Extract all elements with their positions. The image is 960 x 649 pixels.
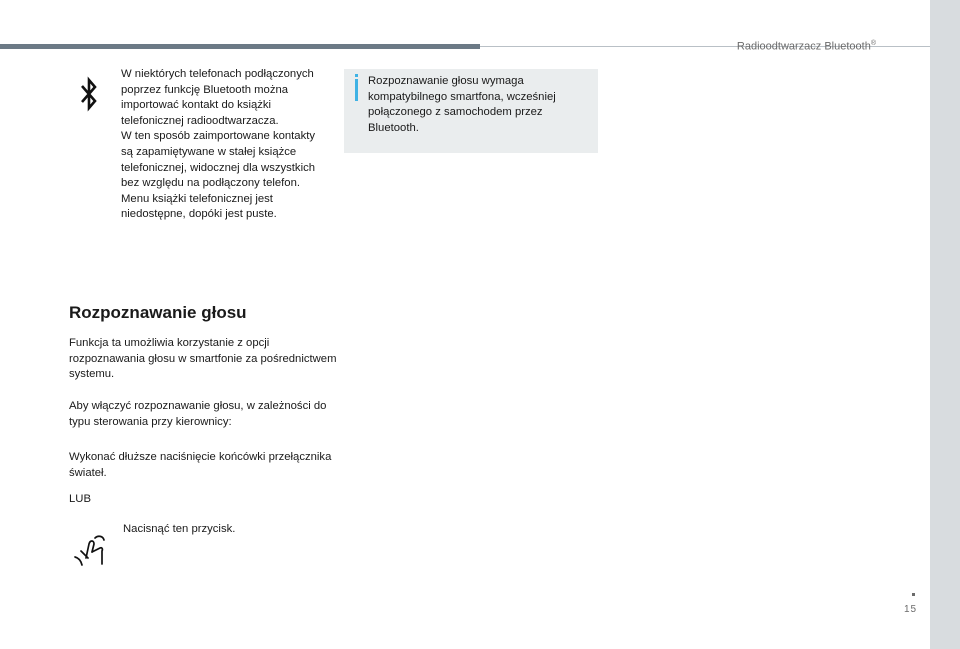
section-paragraph: Aby włączyć rozpoznawanie głosu, w zależności do typu sterowania przy kierownicy: <box>69 400 327 428</box>
page-header-title: Radioodtwarzacz Bluetooth® <box>736 40 876 53</box>
section-title: Rozpoznawanie głosu <box>69 303 247 322</box>
section-paragraph: Wykonać dłuższe naciśnięcie końcówki przełącznika świateł. <box>69 451 332 479</box>
hand-press-icon <box>72 530 112 568</box>
bluetooth-icon <box>78 76 100 112</box>
info-box-text: Rozpoznawanie głosu wymaga kompatybilnego smartfona, wcześniej połączonego z samochodem przez Bluetooth. <box>368 75 556 134</box>
press-instruction: Nacisnąć ten przycisk. <box>123 523 236 535</box>
bluetooth-note-paragraph: W niektórych telefonach podłączonych poprzez funkcję Bluetooth można importować kontakt do książki telefonicznej radioodtwarzacza. <box>121 68 314 127</box>
page-edge-tab <box>930 0 960 649</box>
section-paragraph: Funkcja ta umożliwia korzystanie z opcji rozpoznawania głosu w smartfonie za pośrednictwem systemu. <box>69 337 337 381</box>
bluetooth-note <box>121 67 321 223</box>
bluetooth-note-paragraph: Menu książki telefonicznej jest niedostępne, dopóki jest puste. <box>121 192 277 221</box>
or-label: LUB <box>69 493 91 505</box>
header-rule <box>0 44 480 49</box>
page-marker <box>912 593 915 596</box>
page-number: 15 <box>904 604 918 615</box>
bluetooth-note-paragraph: W ten sposób zaimportowane kontakty są zapamiętywane w stałej książce telefonicznej, widocznej dla wszystkich bez względu na podłączony telefon. <box>121 130 316 190</box>
info-icon <box>355 79 358 101</box>
